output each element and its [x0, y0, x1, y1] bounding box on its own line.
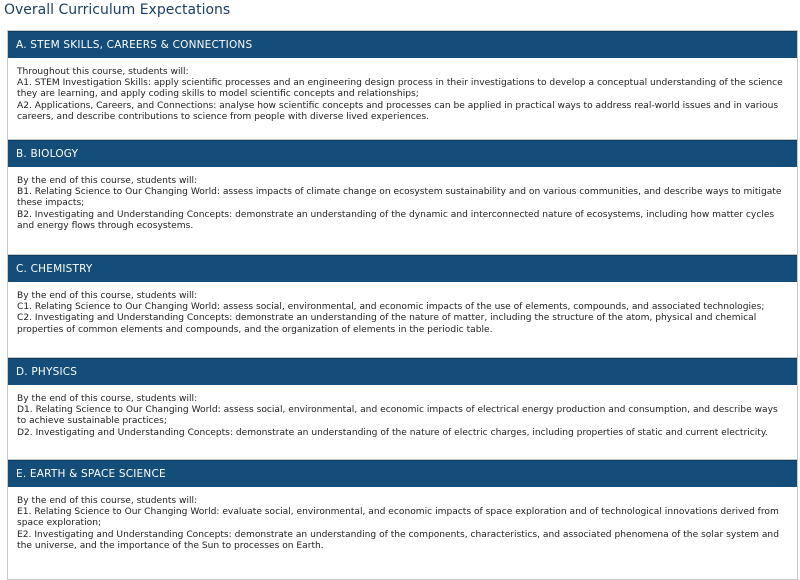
- section-intro: By the end of this course, students will:: [17, 496, 198, 506]
- section-header: C. CHEMISTRY: [8, 255, 797, 282]
- expectation-a1: A1. STEM Investigation Skills: apply scientific processes and an engineering design process in their investigations to develop a conceptual understanding of the science they are learning, and apply coding skills to model scientific concepts and relationships;: [17, 78, 783, 100]
- section-biology: [8, 140, 797, 255]
- section-body: [8, 487, 797, 579]
- section-intro: By the end of this course, students will:: [17, 176, 198, 186]
- section-header: D. PHYSICS: [8, 358, 797, 385]
- section-header: A. STEM SKILLS, CAREERS & CONNECTIONS: [8, 31, 797, 58]
- expectation-b1: B1. Relating Science to Our Changing World: assess impacts of climate change on ecosystem sustainability and on various communities, and describe ways to mitigate these impacts;: [17, 187, 782, 209]
- section-body: [8, 167, 797, 255]
- section-intro: By the end of this course, students will:: [17, 291, 198, 301]
- page-title: Overall Curriculum Expectations: [4, 2, 231, 18]
- section-intro: By the end of this course, students will:: [17, 394, 198, 404]
- section-body: [8, 385, 797, 460]
- expectation-d2: D2. Investigating and Understanding Concepts: demonstrate an understanding of the nature of electric charges, including properties of static and current electricity.: [17, 427, 768, 438]
- section-stem-skills: [8, 31, 797, 140]
- section-header: B. BIOLOGY: [8, 140, 797, 167]
- section-body: [8, 282, 797, 358]
- section-header: E. EARTH & SPACE SCIENCE: [8, 460, 797, 487]
- curriculum-expectations-table: [7, 30, 798, 580]
- expectation-e1: E1. Relating Science to Our Changing World: evaluate social, environmental, and economic impacts of space exploration and of technological innovations derived from space exploration;: [17, 507, 779, 529]
- section-chemistry: [8, 255, 797, 358]
- expectation-a2: A2. Applications, Careers, and Connections: analyse how scientific concepts and processes can be applied in practical ways to address real-world issues and in various careers, and describe contributions to science from people with diverse lived experiences.: [17, 100, 779, 122]
- expectation-c1: C1. Relating Science to Our Changing World: assess social, environmental, and economic impacts of the use of elements, compounds, and associated technologies;: [17, 302, 765, 313]
- section-physics: [8, 358, 797, 460]
- section-intro: Throughout this course, students will:: [17, 67, 189, 77]
- expectation-d1: D1. Relating Science to Our Changing World: assess social, environmental, and economic impacts of electrical energy production and consumption, and describe ways to achieve sustainable practices;: [17, 405, 778, 427]
- expectation-e2: E2. Investigating and Understanding Concepts: demonstrate an understanding of the components, characteristics, and associated phenomena of the solar system and the universe, and the importance of the Sun to processes on Earth.: [17, 529, 779, 551]
- section-body: [8, 58, 797, 140]
- section-earth-space-science: [8, 460, 797, 579]
- expectation-c2: C2. Investigating and Understanding Concepts: demonstrate an understanding of the nature of matter, including the structure of the atom, physical and chemical properties of common elements and compounds, and the organization of elements in the periodic table.: [17, 313, 757, 335]
- expectation-b2: B2. Investigating and Understanding Concepts: demonstrate an understanding of the dynamic and interconnected nature of ecosystems, including how matter cycles and energy flows through ecosystems.: [17, 209, 775, 231]
